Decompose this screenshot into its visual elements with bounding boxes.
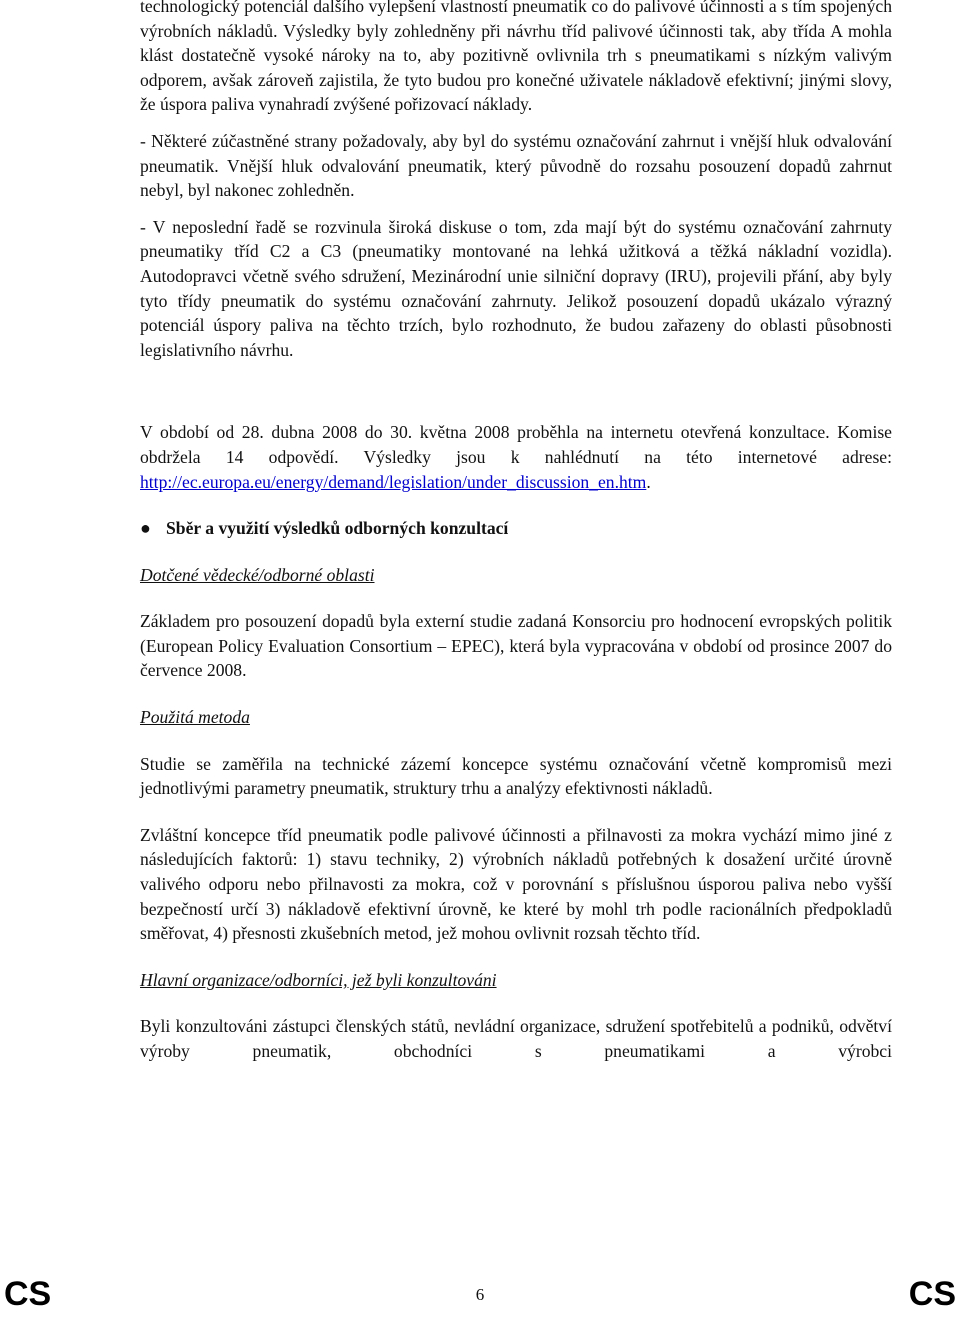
footer-language-left: CS [4, 1275, 52, 1313]
document-body [140, 0, 892, 1064]
paragraph-tyre-classes: - V neposlední řadě se rozvinula široká diskuse o tom, zda mají být do systému označování zahrnuty pneumatiky tříd C2 a C3 (pneumatiky montované na lehká užitková a těžká nákladní vozidla). Autodopravci včetně svého sdružení, Mezinárodní unie silniční dopravy (IRU), projevili přání, aby byly tyto třídy pneumatik do systému označování zahrnuty. Jelikož posouzení dopadů ukázalo výrazný potenciál úspory paliva na těchto trzích, bylo rozhodnuto, že budou zařazeny do oblasti působnosti legislativního návrhu. [140, 216, 892, 360]
paragraph-method: Studie se zaměřila na technické zázemí koncepce systému označování včetně kompromisů mezi jednotlivými parametry pneumatik, struktury trhu a analýzy efektivnosti nákladů. [140, 753, 892, 799]
page-number: 6 [475, 1285, 485, 1305]
paragraph-consultation [140, 420, 892, 494]
section-heading-row [140, 516, 892, 541]
subheading-organisations: Hlavní organizace/odborníci, jež byli konzultováni [140, 969, 497, 990]
bullet-icon: ● [140, 518, 151, 539]
consultation-period: . [646, 471, 651, 492]
paragraph-fuel-efficiency: technologický potenciál dalšího vylepšení vlastností pneumatik co do palivové účinnosti a s tím spojených výrobních nákladů. Výsledky byly zohledněny při návrhu tříd palivové účinnosti tak, aby třída A mohla klást dostatečně vysoké nároky na to, aby pozitivně ovlivnila trh s pneumatikami s nízkým valivým odporem, avšak zároveň zajistila, že tyto budou pro konečné uživatele nákladově efektivní; jinými slovy, že úspora paliva vynahradí zvýšené pořizovací náklady. [140, 0, 892, 115]
consultation-text: V období od 28. dubna 2008 do 30. května 2008 proběhla na internetu otevřená konzultace. Komise obdržela 14 odpovědí. Výsledky jsou k nahlédnutí na této internetové adrese: [140, 422, 892, 467]
consultation-link[interactable]: http://ec.europa.eu/energy/demand/legislation/under_discussion_en.htm [140, 471, 647, 492]
subheading-method: Použitá metoda [140, 707, 250, 728]
footer-language-right: CS [908, 1275, 956, 1313]
section-heading: Sběr a využití výsledků odborných konzultací [166, 518, 509, 539]
paragraph-study: Základem pro posouzení dopadů byla externí studie zadaná Konsorciu pro hodnocení evropských politik (European Policy Evaluation Consortium – EPEC), která byla vypracována v období od prosince 2007 do července 2008. [140, 611, 892, 681]
paragraph-organisations: Byli konzultováni zástupci členských států, nevládní organizace, sdružení spotřebitelů a podniků, odvětví výroby pneumatik, obchodníci s pneumatikami a výrobci [140, 1016, 892, 1061]
paragraph-noise: - Některé zúčastněné strany požadovaly, aby byl do systému označování zahrnut i vnější hluk odvalování pneumatik. Vnější hluk odvalování pneumatik, který původně do rozsahu posouzení dopadů zahrnut nebyl, byl nakonec zohledněn. [140, 130, 892, 201]
paragraph-classes: Zvláštní koncepce tříd pneumatik podle palivové účinnosti a přilnavosti za mokra vychází mimo jiné z následujících faktorů: 1) stavu techniky, 2) výrobních nákladů potřebných k dosažení určité úrovně valivého odporu nebo přilnavosti za mokra, což v porovnání s příslušnou úsporou paliva nebo vyšší bezpečností určí 3) nákladově efektivní úrovně, ke které by mohl trh podle racionálních předpokladů směřovat, 4) přesnosti zkušebních metod, jež mohou ovlivnit rozsah těchto tříd. [140, 824, 892, 944]
subheading-fields: Dotčené vědecké/odborné oblasti [140, 564, 375, 585]
